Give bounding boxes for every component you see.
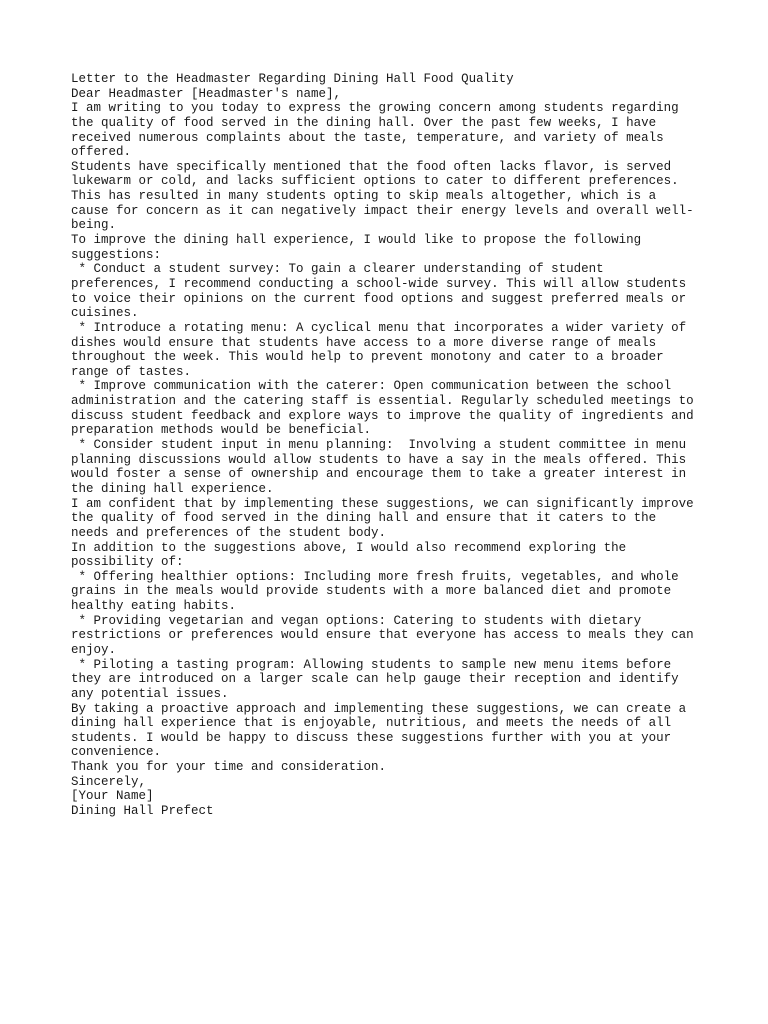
suggestion-item: * Offering healthier options: Including more fresh fruits, vegetables, and whole — [71, 569, 679, 584]
suggestion-item: * Providing vegetarian and vegan options: Catering to students with dietary — [71, 613, 642, 628]
body-line: dining hall experience that is enjoyable, nutritious, and meets the needs of all — [71, 716, 672, 731]
body-line: dishes would ensure that students have access to a more diverse range of meals — [71, 335, 657, 350]
body-line: Students have specifically mentioned that the food often lacks flavor, is served — [71, 159, 672, 174]
body-line: any potential issues. — [71, 686, 229, 701]
body-line: would foster a sense of ownership and encourage them to take a greater interest in — [71, 467, 687, 482]
body-line: the quality of food served in the dining hall. Over the past few weeks, I have — [71, 115, 657, 130]
body-line: being. — [71, 218, 117, 233]
body-line: throughout the week. This would help to prevent monotony and cater to a broader — [71, 350, 664, 365]
body-line: suggestions: — [71, 247, 162, 262]
body-line: range of tastes. — [71, 364, 192, 379]
signature-title: Dining Hall Prefect — [71, 804, 214, 819]
salutation: Dear Headmaster [Headmaster's name], — [71, 86, 342, 101]
body-line: possibility of: — [71, 555, 184, 570]
body-line: preferences, I recommend conducting a school-wide survey. This will allow students — [71, 276, 687, 291]
body-line: By taking a proactive approach and implementing these suggestions, we can create a — [71, 701, 687, 716]
body-line: the dining hall experience. — [71, 481, 274, 496]
body-line: restrictions or preferences would ensure that everyone has access to meals they can — [71, 628, 694, 643]
body-line: needs and preferences of the student body. — [71, 525, 387, 540]
suggestion-item: * Piloting a tasting program: Allowing students to sample new menu items before — [71, 657, 672, 672]
body-line: the quality of food served in the dining hall and ensure that it caters to the — [71, 511, 657, 526]
valediction: Sincerely, — [71, 774, 147, 789]
body-line: enjoy. — [71, 642, 117, 657]
body-line: In addition to the suggestions above, I would also recommend exploring the — [71, 540, 627, 555]
suggestion-item: * Improve communication with the caterer: Open communication between the school — [71, 379, 672, 394]
body-line: grains in the meals would provide students with a more balanced diet and promote — [71, 584, 672, 599]
suggestion-item: * Conduct a student survey: To gain a clearer understanding of student — [71, 262, 604, 277]
body-line: cause for concern as it can negatively impact their energy levels and overall well- — [71, 203, 694, 218]
letter-document — [71, 72, 711, 819]
body-line: planning discussions would allow students to have a say in the meals offered. This — [71, 452, 687, 467]
body-line: to voice their opinions on the current food options and suggest preferred meals or — [71, 291, 687, 306]
body-line: preparation methods would be beneficial. — [71, 423, 372, 438]
suggestion-item: * Introduce a rotating menu: A cyclical menu that incorporates a wider variety of — [71, 320, 687, 335]
body-line: convenience. — [71, 745, 162, 760]
body-line: offered. — [71, 145, 132, 160]
body-line: administration and the catering staff is essential. Regularly scheduled meetings to — [71, 394, 694, 409]
body-line: received numerous complaints about the taste, temperature, and variety of meals — [71, 130, 664, 145]
body-line: discuss student feedback and explore ways to improve the quality of ingredients and — [71, 408, 694, 423]
body-line: This has resulted in many students opting to skip meals altogether, which is a — [71, 189, 657, 204]
body-line: I am writing to you today to express the growing concern among students regarding — [71, 101, 679, 116]
signature-name: [Your Name] — [71, 789, 154, 804]
letter-title: Letter to the Headmaster Regarding Dining Hall Food Quality — [71, 72, 514, 86]
suggestion-item: * Consider student input in menu planning: Involving a student committee in menu — [71, 438, 687, 453]
body-line: To improve the dining hall experience, I would like to propose the following — [71, 233, 642, 248]
body-line: cuisines. — [71, 306, 139, 321]
body-line: I am confident that by implementing these suggestions, we can significantly improve — [71, 496, 694, 511]
body-line: healthy eating habits. — [71, 599, 237, 614]
body-line: they are introduced on a larger scale can help gauge their reception and identify — [71, 672, 679, 687]
body-line: students. I would be happy to discuss these suggestions further with you at your — [71, 730, 672, 745]
body-line: lukewarm or cold, and lacks sufficient options to cater to different preferences. — [71, 174, 679, 189]
closing-thanks: Thank you for your time and consideration. — [71, 760, 387, 775]
